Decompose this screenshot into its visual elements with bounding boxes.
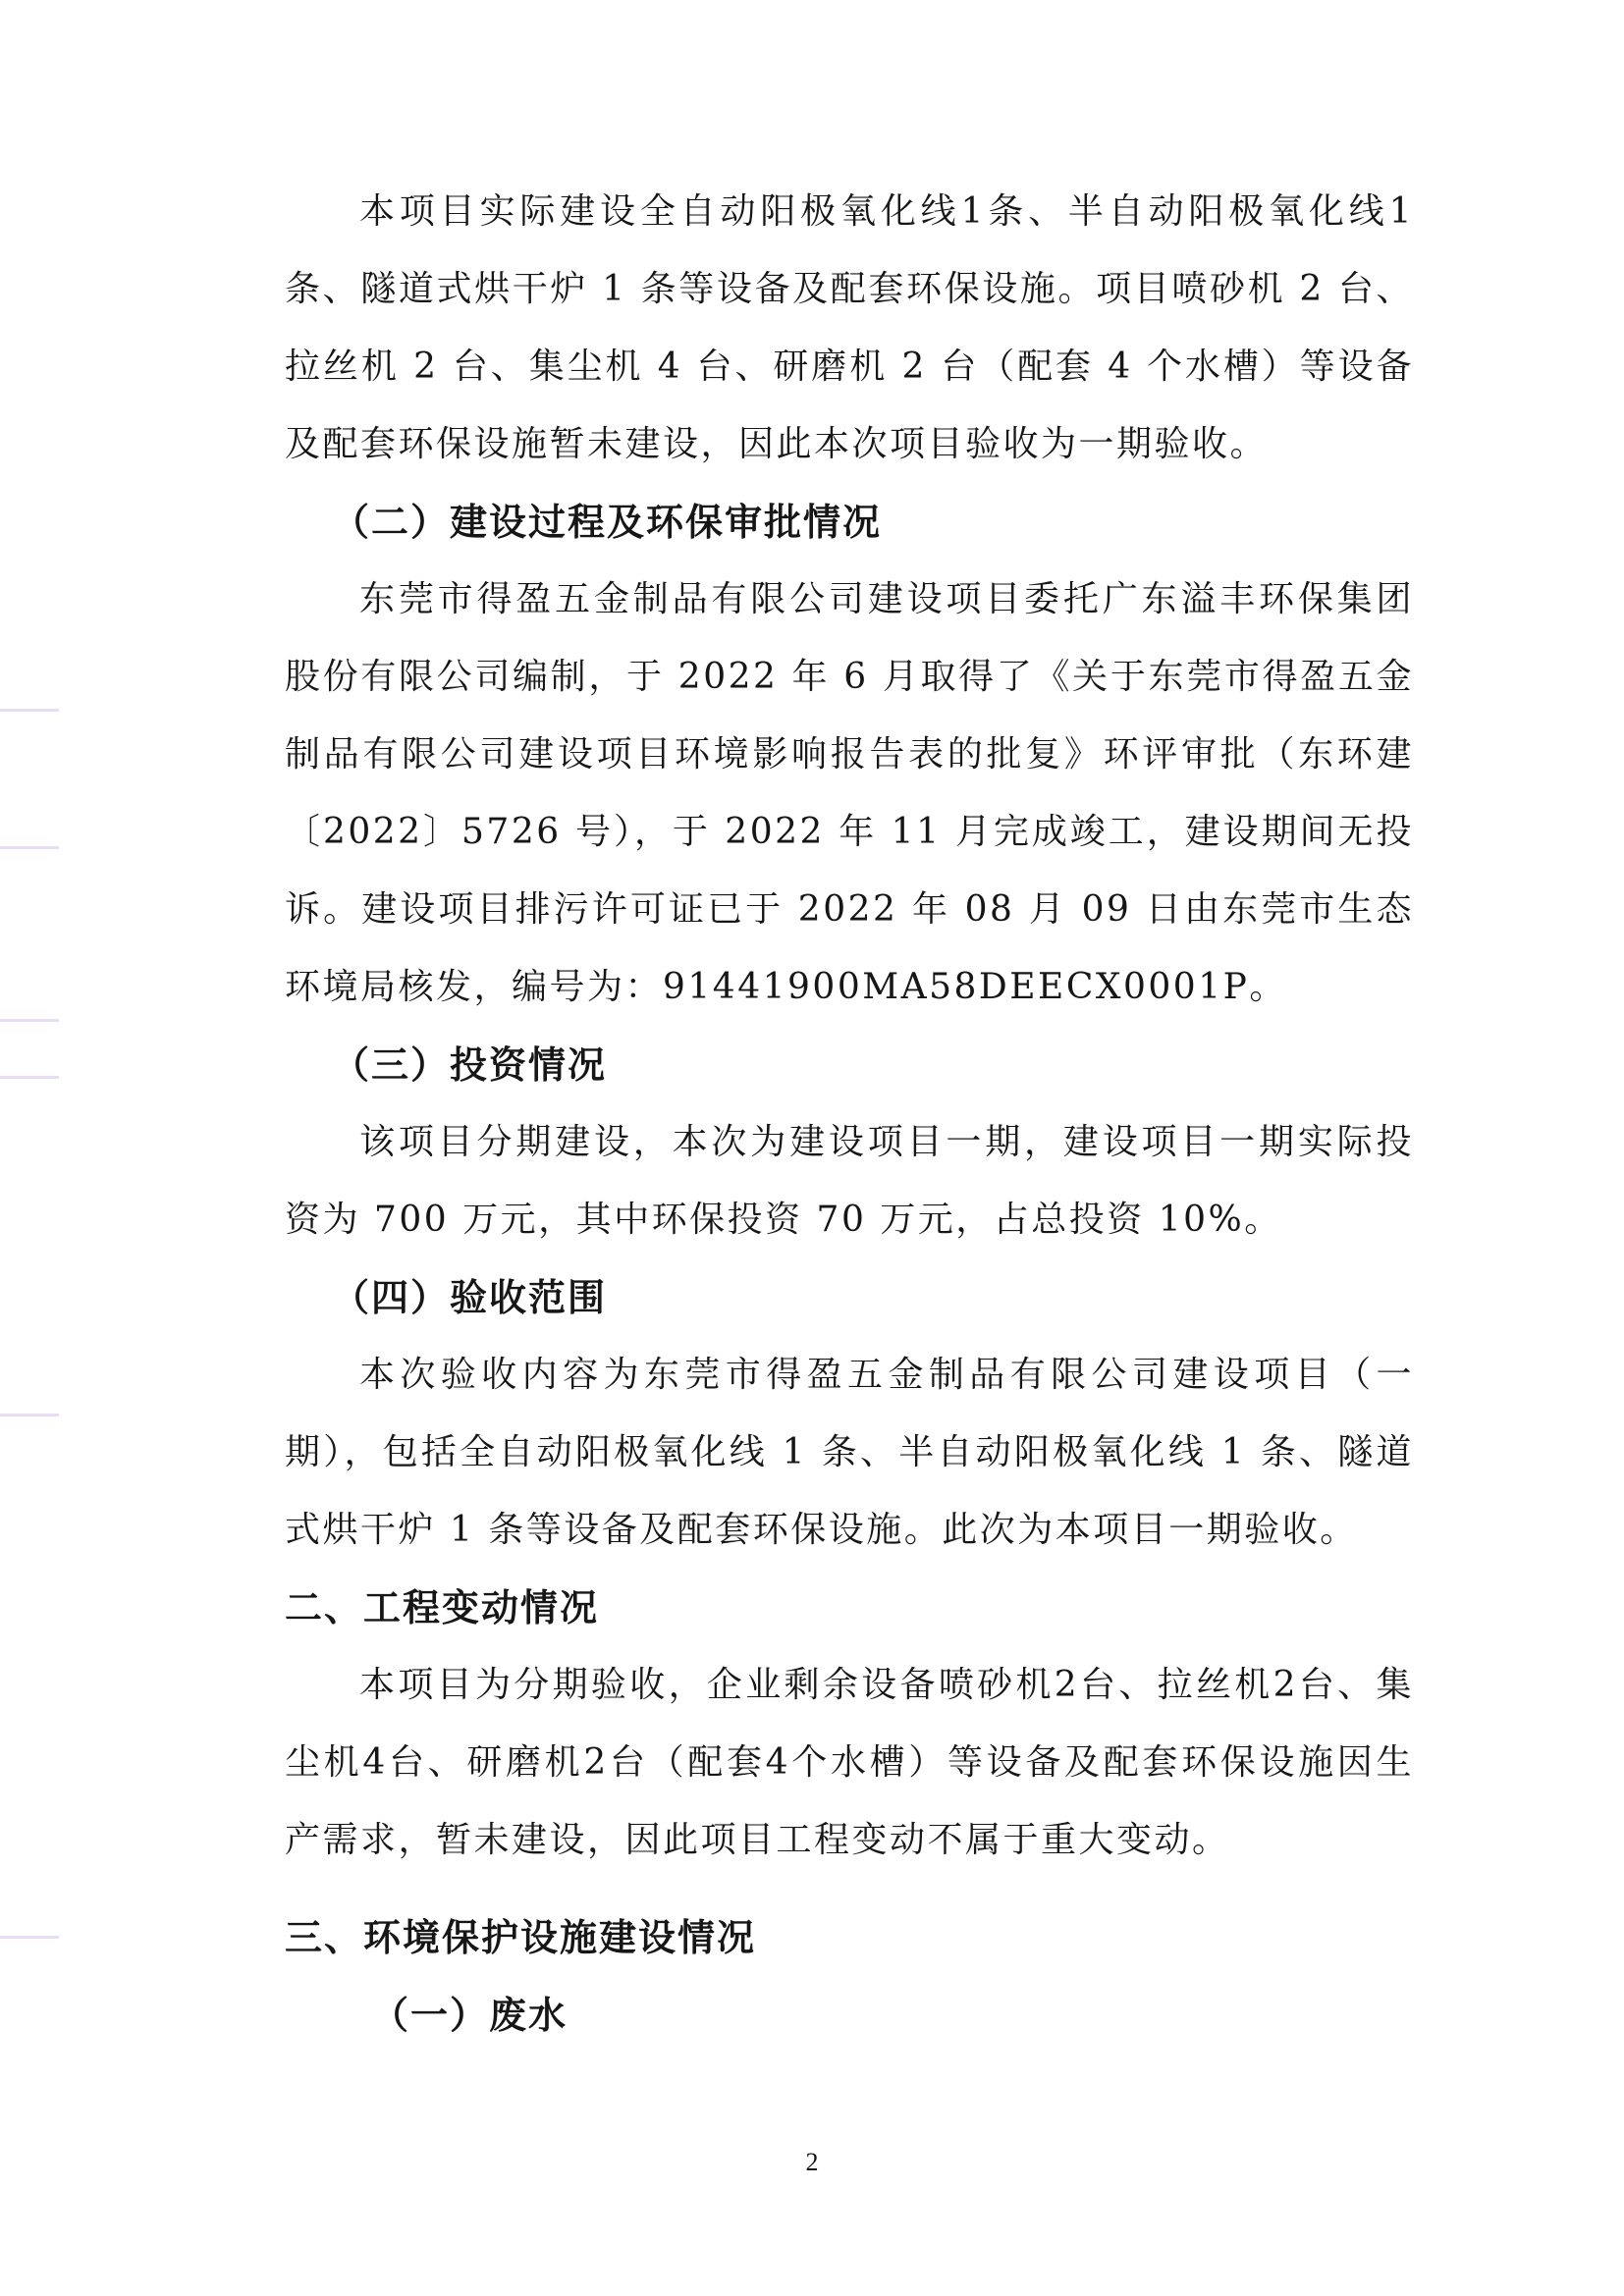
section-heading-engineering-changes: 二、工程变动情况 <box>285 1585 600 1629</box>
paragraph-investment: 该项目分期建设，本次为建设项目一期，建设项目一期实际投资为 700 万元，其中环保投资 70 万元，占总投资 10%。 <box>285 1122 1414 1240</box>
scan-artifact <box>0 1019 59 1022</box>
scan-artifact <box>0 1414 59 1416</box>
heading-wastewater: （一）废水 <box>371 1993 568 2037</box>
scan-artifact <box>0 846 59 849</box>
document-body <box>285 173 1414 2054</box>
heading-investment: （三）投资情况 <box>332 1042 608 1087</box>
scan-artifact <box>0 709 59 712</box>
paragraph-project-construction: 本项目实际建设全自动阳极氧化线1条、半自动阳极氧化线1条、隧道式烘干炉 1 条等设备及配套环保设施。项目喷砂机 2 台、拉丝机 2 台、集尘机 4 台、研磨机 2 台（配套 4 个水槽）等设备及配套环保设施暂未建设，因此本次项目验收为一期验收。 <box>285 191 1414 464</box>
heading-construction-process: （二）建设过程及环保审批情况 <box>332 500 883 544</box>
scan-artifact <box>0 1936 59 1939</box>
section-heading-environmental-facilities: 三、环境保护设施建设情况 <box>285 1915 757 1959</box>
scan-artifact <box>0 1076 59 1079</box>
spacer <box>285 1879 1414 1898</box>
paragraph-acceptance-scope: 本次验收内容为东莞市得盈五金制品有限公司建设项目（一期），包括全自动阳极氧化线 1 条、半自动阳极氧化线 1 条、隧道式烘干炉 1 条等设备及配套环保设施。此次为本项目一期验收。 <box>285 1355 1414 1550</box>
page-number: 2 <box>805 2148 819 2176</box>
paragraph-approval: 东莞市得盈五金制品有限公司建设项目委托广东溢丰环保集团股份有限公司编制，于 2022 年 6 月取得了《关于东莞市得盈五金制品有限公司建设项目环境影响报告表的批复》环评审批（东环建〔2022〕5726 号），于 2022 年 11 月完成竣工，建设期间无投诉。建设项目排污许可证已于 2022 年 08 月 09 日由东莞市生态环境局核发，编号为：91441900MA58DEECX0001P。 <box>285 579 1414 1007</box>
paragraph-engineering-changes: 本项目为分期验收，企业剩余设备喷砂机2台、拉丝机2台、集尘机4台、研磨机2台（配套4个水槽）等设备及配套环保设施因生产需求，暂未建设，因此项目工程变动不属于重大变动。 <box>285 1665 1414 1860</box>
heading-acceptance-scope: （四）验收范围 <box>332 1275 608 1319</box>
